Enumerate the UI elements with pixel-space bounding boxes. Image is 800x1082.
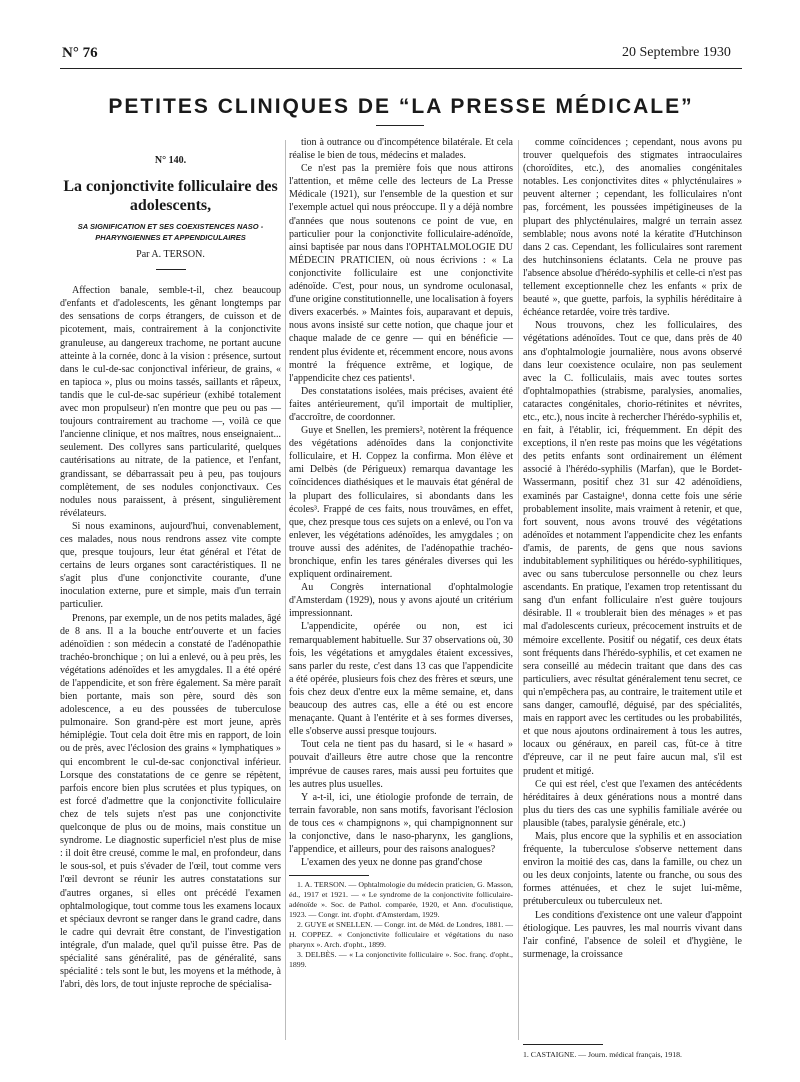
masthead-rule: [376, 125, 424, 126]
paragraph: tion à outrance ou d'incompétence bilatérale. Et cela réalise le bien de tous, médecins et malades.: [289, 137, 513, 162]
paragraph: Des constatations isolées, mais précises, avaient été faites antérieurement, qu'il importait de multiplier, d'accroître, de coordonner.: [289, 385, 513, 423]
column-2: [289, 136, 513, 970]
footnote: 2. GUYE et SNELLEN. — Congr. int. de Méd. de Londres, 1881. — H. COPPEZ. « Conjonctivite folliculaire et végétations du naso pharynx ». Arch. d'opht., 1899.: [289, 920, 513, 950]
paragraph: L'examen des yeux ne donne pas grand'chose: [301, 857, 483, 869]
paragraph: comme coïncidences ; cependant, nous avons pu trouver quelquefois des stigmates intraoculaires (choroïdites, etc.), des anomalies congénitales notables. Les conjonctivites dites « phlycténulaires » peuvent alterner ; cependant, les folliculaires n'ont pas, forcément, les poussées impétigineuses de la plupart des phlycténulaires, malgré un terrain assez semblable; nous avons noté la kératite d'Hutchinson dans 2 cas. Cependant, les folliculaires sont rarement des hutchinsoniens éclatants. Cela ne prouve pas l'absence absolue d'hérédo-syphilis et celle-ci n'est pas tellement exceptionnelle chez les enfants « prix de beauté », que guette, parfois, la syphilis héréditaire à échéance retardée, voire très tardive.: [523, 137, 742, 319]
issue-date: 20 Septembre 1930: [622, 45, 731, 60]
author-rule: [156, 269, 186, 270]
paragraph: Les conditions d'existence ont une valeur d'appoint étiologique. Les pauvres, les mal nourris vivant dans l'air confiné, l'absence de soleil et d'hygiène, le surmenage, la croissance: [523, 909, 742, 960]
column-divider: [518, 140, 519, 1040]
paragraph: Au Congrès international d'ophtalmologie d'Amsterdam (1929), nous y avons ajouté un critérium impressionnant.: [289, 582, 513, 620]
paragraph: Ce n'est pas la première fois que nous attirons l'attention, et même celle des lecteurs de La Presse Médicale (1921), sur l'ensemble de la question et sur l'exemple actuel qui nous préoccupe. Il y a déjà nombre d'années que nous soutenons ce point de vue, en particulier pour la conjonctivite folliculaire-adénoïde, ainsi baptisée par nous dans l'OPHTALMOLOGIE DU MÉDECIN PRATICIEN, où nous écrivions : « La conjonctivite folliculaire est une conjonctivite adénoïde. C'est, pour nous, un syndrome oculonasal, d'une origine constitutionnelle, une localisation à foyers divers exacerbés. » Maintes fois, auparavant et depuis, nous avons insisté sur cette notion, que chaque jour et chaque malade de ce genre — qui en bénéficie — rendent plus évidente et, récemment encore, nous avons montré la fréquence extrême, et logique, de l'appendicite chez ces patients¹.: [289, 163, 513, 384]
header-rule: [60, 68, 742, 69]
issue-number: N° 76: [62, 45, 98, 61]
paragraph: Prenons, par exemple, un de nos petits malades, âgé de 8 ans. Il a la bouche entr'ouverte et un facies adénoïdien : son médecin a constaté de l'adénopathie trachéo-bronchique ; on lui a enlevé, ou à peu près, les végétations adénoïdes et les amygdales. Il a été opéré de l'appendicite, et son frère également. Sa mère paraît bien portante, mais son père, sourd dès son adolescence, a eu des poussées de tuberculose pulmonaire. Son grand-père est mort jeune, après hémiplégie. Tout cela doit être mis en rapport, de loin ou de près, avec l'éclosion des grains « lymphatiques » qui encombrent le cul-de-sac conjonctival inférieur. Lorsque des constatations de ce genre se répètent, parfois encore bien plus scrutées et plus typiques, on est forcé d'admettre que la conjonctivite folliculaire chez de tels sujets n'est pas une conjonctivite quelconque de plus ou de moins, mais constitue un syndrome. Le diagnostic superficiel n'est plus de mise : il doit être creusé, comme le mal, en profondeur, dans le sous-sol, et puis s'évader de l'œil, tout comme vers l'œil devront se réunir les autres constatations sur d'autres organes, si elles ont précédé l'examen ophtalmologique, tout comme tous les examens locaux et spéciaux devront se ranger dans le grand cadre, dans le cadre qui devrait être constant, de l'investigation intégrale, d'un malade, quel qu'il puisse être. Pas de spécialité sans généralité, pas de généralité, sans spécialité : tels sont le but, les moyens et la méthode, à l'abri, dès lors, de tout injuste reproche de spécialisa-: [60, 612, 281, 991]
paragraph: Ce qui est réel, c'est que l'examen des antécédents héréditaires à deux générations nous a montré dans plus du tiers des cas une syphilis familiale avérée ou plausible (tabes, paralysie générale, etc.): [523, 778, 742, 829]
column-divider: [285, 140, 286, 1040]
paragraph: Si nous examinons, aujourd'hui, convenablement, ces malades, nous nous rendrons assez vite compte que, presque toujours, leur état général et l'état de certains de leurs organes sont caractéristiques. Il ne s'agit plus d'une conjonctivite courante, d'une inoculation externe, pure et simple, mais d'un terrain particulier.: [60, 520, 281, 611]
paragraph: Tout cela ne tient pas du hasard, si le « hasard » pouvait d'ailleurs être autre chose que la rencontre imprévue de causes rares, mais aussi peu fortuites que les autres plus usuelles.: [289, 739, 513, 790]
paragraph: Nous trouvons, chez les folliculaires, des végétations adénoïdes. Tout ce que, dans près de 40 ans d'ophtalmologie journalière, nous avons observé dans leur coexistence oculaire, non pas seulement avec la C. folliculaiis, mais avec toutes sortes d'ophtalmopathies (strabisme, paralysies, anomalies, cataractes congénitales, chorio-rétinites et névrites, etc., etc.), nous incite à rechercher l'hérédo-syphilis et, en fait, à l'établir, ici, fréquemment. En dépit des exceptions, il n'en reste pas moins que les végétations des petits enfants sont ordinairement un élément associé à l'hérédo-syphilis (Marfan), que le Bordet-Wassermann, positif chez 31 sur 42 adénoïdiens, examinés par Castaigne¹, donna cette fois une série probablement insolite, mais vraiment à retenir, et que, fort souvent, nous avons trouvé des végétations adénoïdes et notamment l'appendicite chez les enfants d'amis, de parents, de gens que nous savions indubitablement syphilitiques ou hérédo-syphilitiques, avec ou sans tuberculose personnelle ou chez leurs ascendants. En pratique, l'examen trop retentissant du sang d'un enfant folliculaire n'est guère toujours désirable. Il « troublerait bien des ménages » et pas mal d'adolescents curieux, précocement instruits et de mémoire excellente. Positif ou négatif, ces deux états sont fréquents dans l'hérédo-syphilis, et cet examen ne sera conseillé au médecin traitant que dans des cas particuliers, avec résultat généralement tenu secret, ce qui n'empêchera pas, au contraire, le traitement utile et sans danger, camouflé, déguisé, par des spécialités, mais en rapport avec les certitudes ou les probabilités, et que nous ajoutons ordinairement à tous les autres, locaux ou généraux, en pareil cas, fût-ce à titre d'épreuve, car il ne peut faire aucun mal, s'il est prudent et mitigé.: [523, 320, 742, 777]
column-1: [60, 136, 281, 991]
article-number: N° 140.: [154, 155, 187, 166]
footnote: 1. CASTAIGNE. — Journ. médical français, 1918.: [523, 1050, 682, 1059]
article-subtitle: SA SIGNIFICATION ET SES COEXISTENCES NASO - PHARYNGIENNES ET APPENDICULAIRES: [77, 222, 264, 243]
masthead: PETITES CLINIQUES DE “LA PRESSE MÉDICALE”: [108, 95, 694, 118]
column-3: [523, 136, 742, 961]
footnote-rule: [523, 1044, 603, 1045]
article-title: La conjonctivite folliculaire des adolescents,: [63, 178, 278, 215]
footnote: 3. DELBÈS. — « La conjonctivite folliculaire ». Soc. franç. d'opht., 1899.: [289, 950, 513, 970]
paragraph: Mais, plus encore que la syphilis et en association fréquente, la tuberculose s'observe nettement dans environ la moitié des cas, dans la famille, ou chez un ou les deux conjoints, latente ou franche, ou sous des formes atténuées, et chez le sujet lui-même, prétuberculeux ou tuberculeux net.: [523, 830, 742, 908]
paragraph: Y a-t-il, ici, une étiologie profonde de terrain, de terrain favorable, non sans motifs, favorisant l'éclosion de tous ces « champignons », qui champignonnent sur la conjonctive, dans le naso-pharynx, les ganglions, l'appendice, et ailleurs, pour des raisons analogues?: [289, 791, 513, 856]
paragraph: L'appendicite, opérée ou non, est ici remarquablement habituelle. Sur 37 observations où, 30 fois, les végétations et amygdales étaient excessives, sans parler du reste, c'est dans 13 cas que l'appendicite a été opérée, plusieurs fois chez des frères et sœurs, une fois chez deux d'entre eux la même semaine, et, dans beaucoup des autres cas, elle a été ou est encore menaçante. Quant à l'entérite et à ses formes diverses, elle s'observe aussi presque toujours.: [289, 621, 513, 738]
footnote: 1. A. TERSON. — Ophtalmologie du médecin praticien, G. Masson, éd., 1917 et 1921. — « Le syndrome de la conjonctivite folliculaire-adénoïde ». Soc. de Pathol. comparée, 1920, et Ann. d'oculistique, 1923. — Congr. int. d'opht. d'Amsterdam, 1929.: [289, 880, 513, 920]
footnote-rule: [289, 875, 369, 876]
article-author: Par A. TERSON.: [136, 249, 205, 261]
paragraph: Guye et Snellen, les premiers², notèrent la fréquence des végétations adénoïdes dans la conjonctivite folliculaire, et H. Coppez la confirma. Mon élève et ami Delbès (de Périgueux) remarqua davantage les coïncidences diathésiques et le mauvais état général de la plupart des folliculaires, si abondants dans les écoles³. Frappé de ces faits, nous trouvâmes, en effet, que, chez presque tous ces sujets on a enlevé, ou l'on va enlever, les végétations adénoïdes, les amygdales ; on trouve aussi des adénites, de l'adénopathie trachéo-bronchique, enfin les tares générales diverses qui les expliquent ordinairement.: [289, 425, 513, 581]
paragraph: Affection banale, semble-t-il, chez beaucoup d'enfants et d'adolescents, les gênant longtemps par des sensations de corps étrangers, de cuisson et de picotement, mais, contrairement à la conjonctivite granuleuse, au dangereux trachome, ne portant aucune atteinte à la cornée, donc à la vision : présence, surtout dans le cul-de-sac conjonctival inférieur, de grains, « en tapioca », plus ou moins tassés, saillants et râpeux, tandis que le cul-de-sac supérieur (exhibé totalement avec mon propulseur) n'en montre que peu ou pas — toujours contrairement au trachome —, voilà ce que l'ancienne clinique, et nos maîtres, nous enseignaient... seulement. Des collyres sans particularité, quelques cautérisations au nitrate, de la patience, et l'enfant, grandissant, se débarrassait peu à peu, pas toujours complètement, de ses nodules conjonctivaux. Ces nodules nous paraissent, à présent, singulièrement révélateurs.: [60, 285, 281, 519]
